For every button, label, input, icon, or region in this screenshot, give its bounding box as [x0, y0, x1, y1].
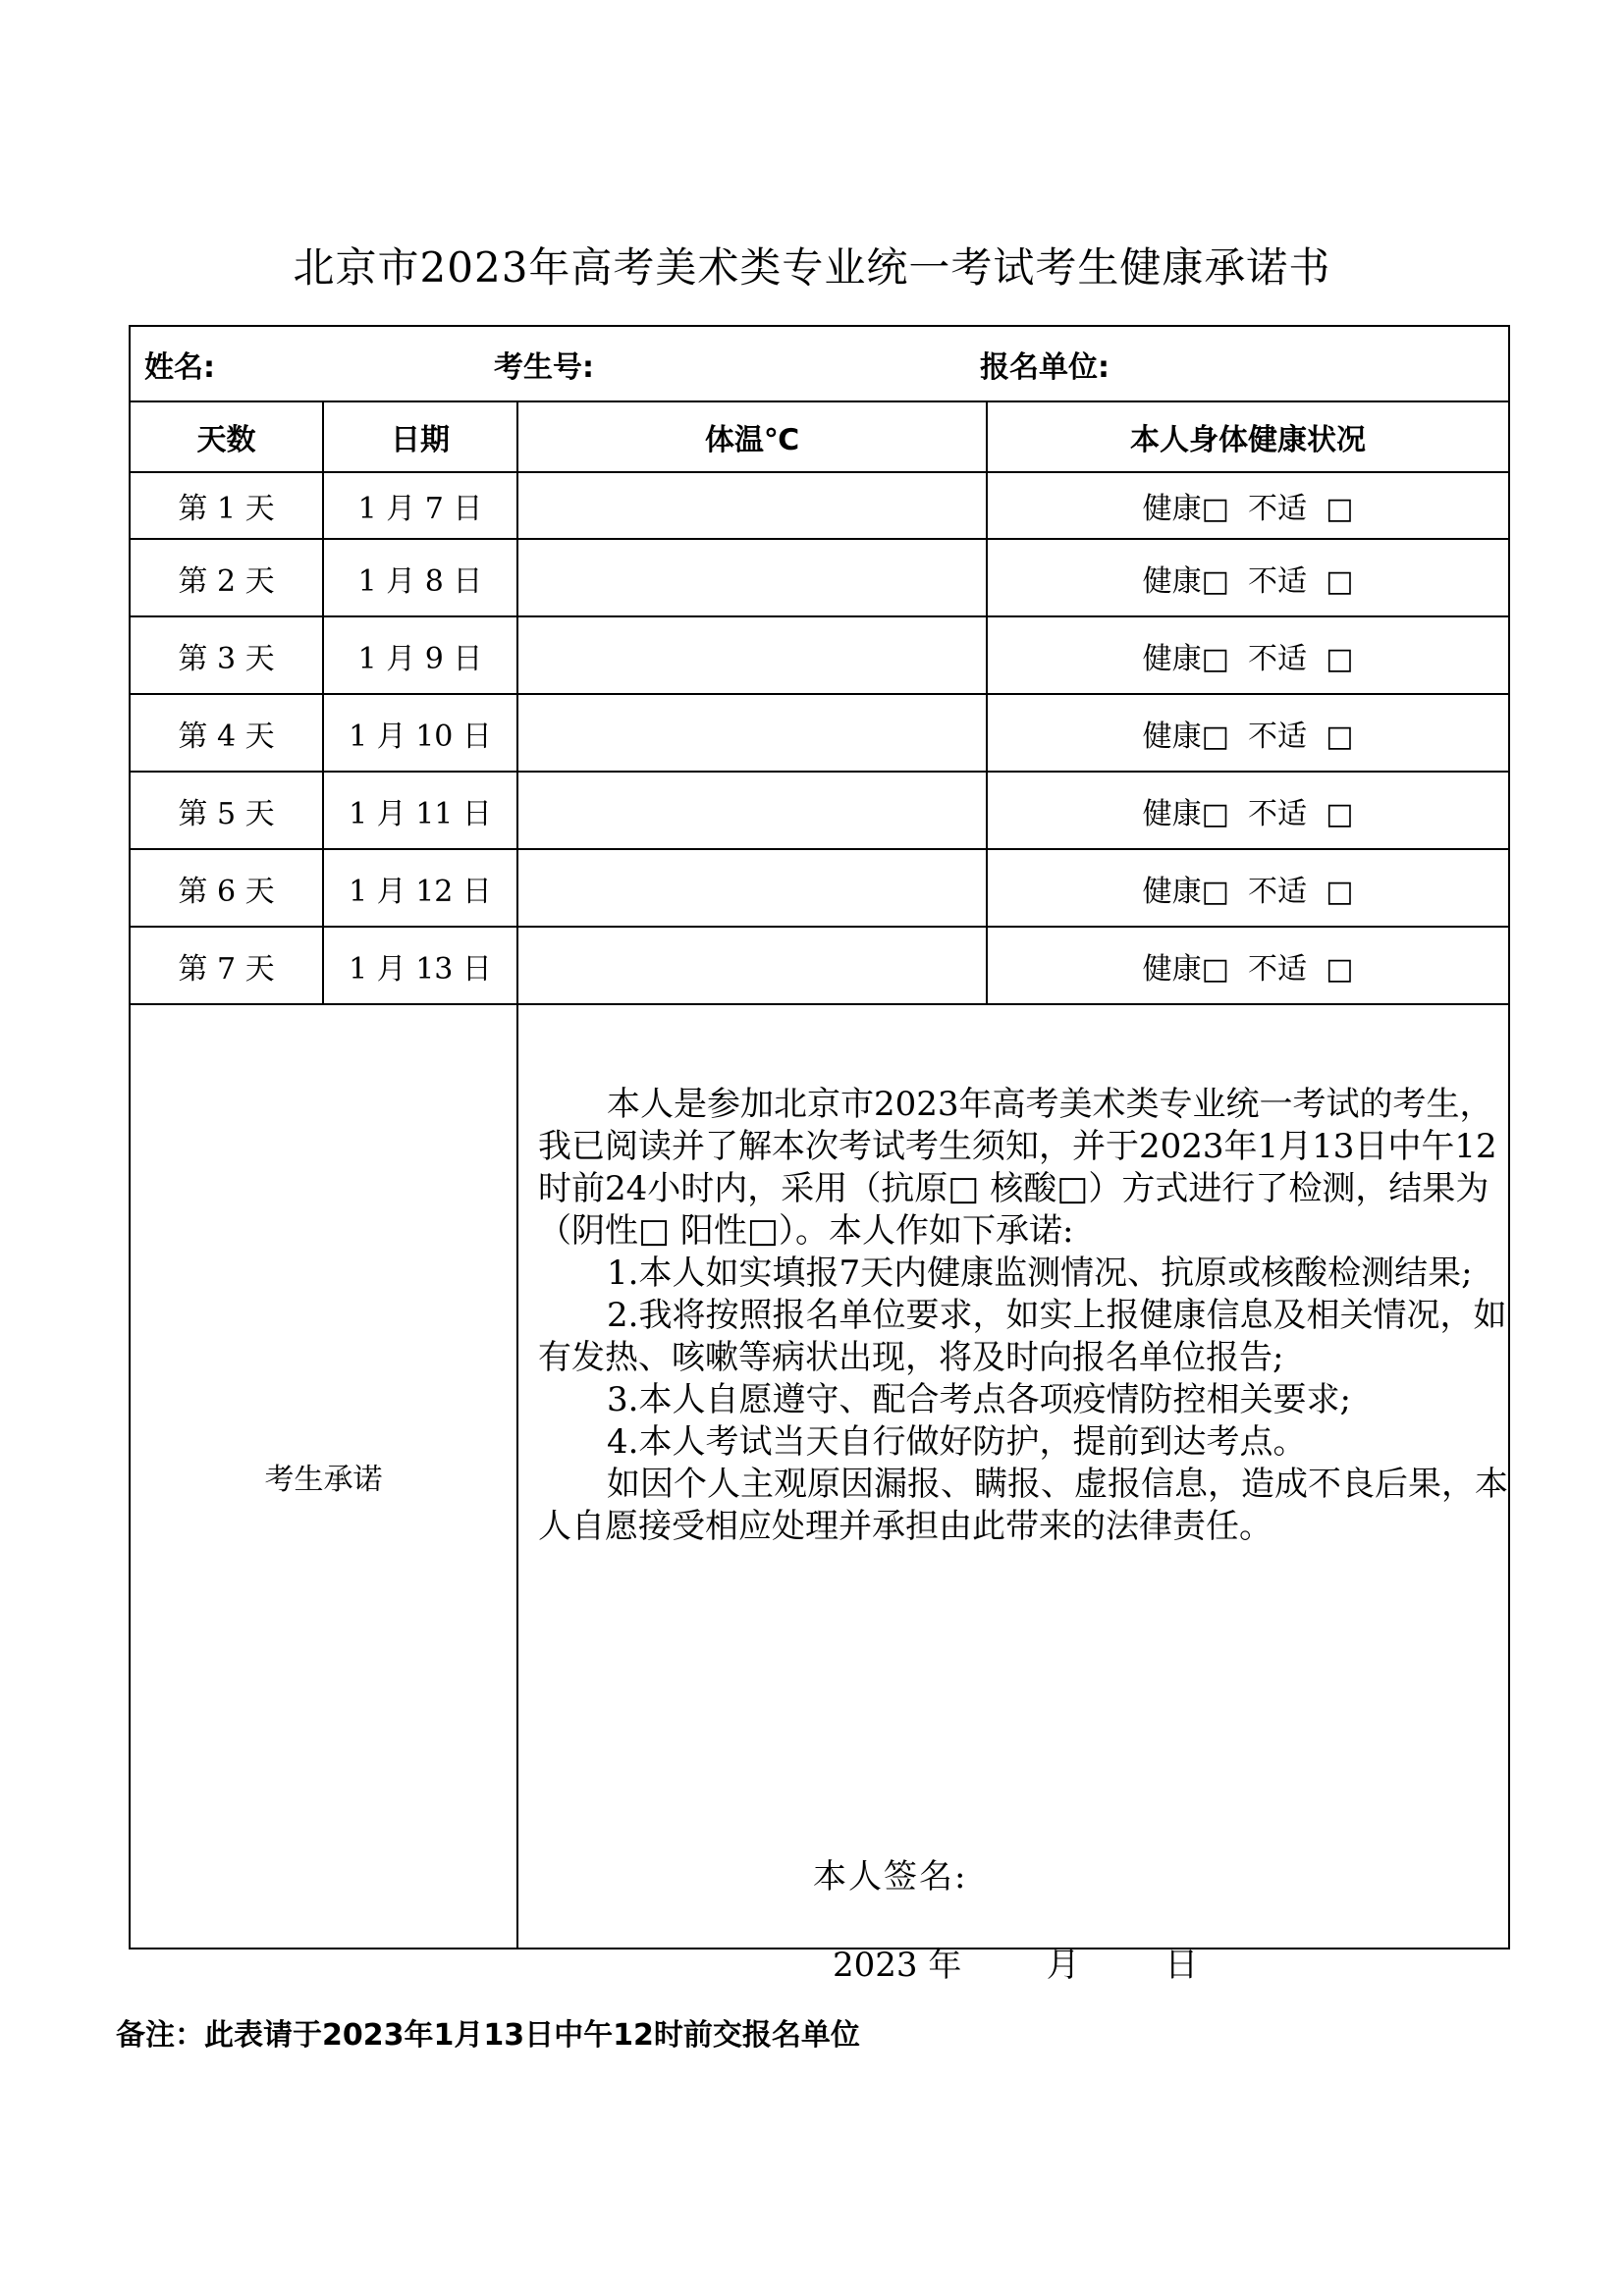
pledge-label: 考生承诺 [130, 1004, 517, 1949]
date-cell: 1 月 13 日 [323, 927, 517, 1004]
day-cell: 第 5 天 [130, 772, 323, 849]
day-cell: 第 6 天 [130, 849, 323, 927]
temperature-input-cell[interactable] [517, 772, 987, 849]
health-status-checkboxes[interactable]: 健康□ 不适 □ [987, 694, 1509, 772]
temperature-input-cell[interactable] [517, 694, 987, 772]
name-label: 姓名: [144, 349, 215, 385]
day-cell: 第 3 天 [130, 616, 323, 694]
pledge-closing: 如因个人主观原因漏报、瞒报、虚报信息，造成不良后果，本人自愿接受相应处理并承担由此带来的法律责任。 [538, 1465, 1508, 1546]
pledge-content-cell [517, 1004, 1509, 1985]
pledge-item: 3.本人自愿遵守、配合考点各项疫情防控相关要求; [607, 1380, 1351, 1419]
temperature-input-cell[interactable] [517, 927, 987, 1004]
table-row [130, 539, 1509, 616]
health-status-checkboxes[interactable]: 健康□ 不适 □ [987, 772, 1509, 849]
signature-date-field[interactable]: 2023 年 月 日 [833, 1946, 1199, 1985]
pledge-item: 4.本人考试当天自行做好防护，提前到达考点。 [607, 1422, 1307, 1462]
day-cell: 第 2 天 [130, 539, 323, 616]
temperature-input-cell[interactable] [517, 616, 987, 694]
day-cell: 第 1 天 [130, 472, 323, 539]
date-cell: 1 月 12 日 [323, 849, 517, 927]
pledge-text [538, 1084, 1520, 1548]
header-day: 天数 [130, 401, 323, 472]
date-cell: 1 月 11 日 [323, 772, 517, 849]
pledge-item: 1.本人如实填报7天内健康监测情况、抗原或核酸检测结果; [607, 1254, 1473, 1293]
footnote: 备注：此表请于2023年1月13日中午12时前交报名单位 [116, 2018, 860, 2053]
header-date: 日期 [323, 401, 517, 472]
date-cell: 1 月 7 日 [323, 472, 517, 539]
health-status-checkboxes[interactable]: 健康□ 不适 □ [987, 849, 1509, 927]
temperature-input-cell[interactable] [517, 849, 987, 927]
health-status-checkboxes[interactable]: 健康□ 不适 □ [987, 539, 1509, 616]
temperature-input-cell[interactable] [517, 472, 987, 539]
day-cell: 第 4 天 [130, 694, 323, 772]
pledge-item: 2.我将按照报名单位要求，如实上报健康信息及相关情况，如有发热、咳嗽等病状出现，将及时向报名单位报告; [538, 1296, 1507, 1377]
document-title: 北京市2023年高考美术类专业统一考试考生健康承诺书 [293, 243, 1331, 292]
date-cell: 1 月 10 日 [323, 694, 517, 772]
applicant-info-row [130, 326, 1509, 401]
temperature-input-cell[interactable] [517, 539, 987, 616]
health-status-checkboxes[interactable]: 健康□ 不适 □ [987, 927, 1509, 1004]
header-health-status: 本人身体健康状况 [987, 401, 1509, 472]
header-temperature: 体温℃ [517, 401, 987, 472]
date-cell: 1 月 9 日 [323, 616, 517, 694]
table-row [130, 849, 1509, 927]
pledge-intro: 本人是参加北京市2023年高考美术类专业统一考试的考生，我已阅读并了解本次考试考生须知，并于2023年1月13日中午12时前24小时内，采用（抗原□ 核酸□）方式进行了检测，结果为（阴性□ 阳性□）。本人作如下承诺: [538, 1085, 1497, 1251]
table-row [130, 772, 1509, 849]
table-row [130, 472, 1509, 539]
health-pledge-table [129, 325, 1510, 1985]
table-row [130, 927, 1509, 1004]
health-status-checkboxes[interactable]: 健康□ 不适 □ [987, 472, 1509, 539]
date-cell: 1 月 8 日 [323, 539, 517, 616]
table-row [130, 616, 1509, 694]
health-status-checkboxes[interactable]: 健康□ 不适 □ [987, 616, 1509, 694]
table-row [130, 694, 1509, 772]
day-cell: 第 7 天 [130, 927, 323, 1004]
signature-field[interactable]: 本人签名: [813, 1857, 968, 1896]
exam-number-label: 考生号: [494, 349, 594, 385]
registration-unit-label: 报名单位: [980, 349, 1110, 385]
